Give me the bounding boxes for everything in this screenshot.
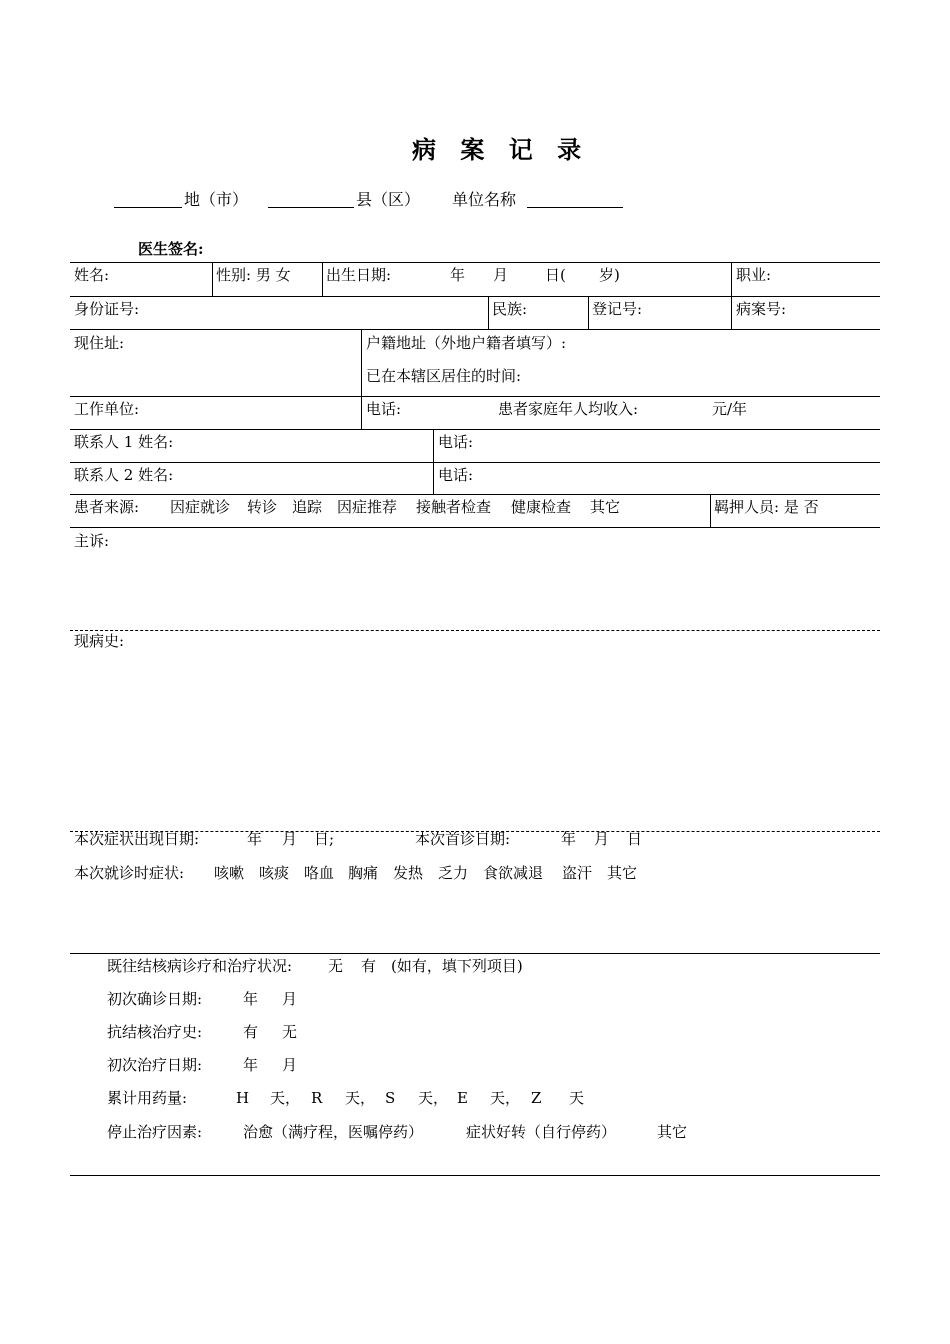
detained-label: 羁押人员: 是 否: [714, 498, 819, 516]
registration-no-label: 登记号:: [592, 300, 643, 318]
dosage-unit: 天，: [490, 1089, 521, 1107]
table-line: [322, 262, 323, 296]
source-option[interactable]: 因症就诊: [170, 498, 231, 516]
dosage-unit: 天，: [418, 1089, 449, 1107]
ethnicity-label: 民族:: [492, 300, 528, 318]
source-option[interactable]: 健康检查: [511, 498, 572, 516]
occupation-label: 职业:: [736, 266, 772, 284]
first-treatment-year: 年: [243, 1056, 259, 1074]
symptom-onset-month: 月: [282, 830, 298, 848]
birth-date-label: 出生日期:: [326, 266, 392, 284]
birth-month-label: 月: [493, 266, 509, 284]
source-option[interactable]: 因症推荐: [337, 498, 398, 516]
first-diagnosis-label: 初次确诊日期:: [107, 990, 203, 1008]
source-option[interactable]: 转诊: [247, 498, 278, 516]
stop-treatment-label: 停止治疗因素:: [107, 1123, 203, 1141]
tb-history-none[interactable]: 无: [328, 957, 344, 975]
dosage-drug: H: [236, 1089, 250, 1107]
table-line: [433, 429, 434, 494]
symptom-onset-year: 年: [247, 830, 263, 848]
symptom-option[interactable]: 咯血: [304, 864, 335, 882]
symptom-option[interactable]: 其它: [607, 864, 638, 882]
contact2-name-label: 联系人 2 姓名:: [74, 466, 174, 484]
first-diagnosis-month: 月: [282, 990, 298, 1008]
dosage-drug: E: [457, 1089, 468, 1107]
table-line: [70, 296, 880, 297]
unit-name-blank[interactable]: [527, 207, 623, 208]
table-line: [70, 429, 880, 430]
symptoms-label: 本次就诊时症状:: [74, 864, 185, 882]
residence-time-label: 已在本辖区居住的时间:: [366, 367, 522, 385]
table-line: [70, 527, 880, 528]
symptom-option[interactable]: 胸痛: [348, 864, 379, 882]
treatment-history-no[interactable]: 无: [282, 1023, 298, 1041]
contact1-phone-label: 电话:: [438, 433, 474, 451]
county-label: 县（区）: [356, 190, 421, 209]
dosage-drug: S: [385, 1089, 396, 1107]
dosage-unit: 天，: [270, 1089, 301, 1107]
dosage-drug: Z: [531, 1089, 542, 1107]
table-line: [488, 296, 489, 329]
table-line: [70, 494, 880, 495]
tb-history-label: 既往结核病诊疗和治疗状况:: [107, 957, 293, 975]
gender-label: 性别: 男 女: [216, 266, 291, 284]
income-unit-label: 元/年: [712, 400, 748, 418]
unit-name-label: 单位名称: [452, 190, 517, 209]
chief-complaint-label: 主诉:: [74, 532, 110, 550]
source-option[interactable]: 追踪: [292, 498, 323, 516]
tb-history-yes[interactable]: 有: [361, 957, 377, 975]
dosage-drug: R: [311, 1089, 323, 1107]
section-divider: [70, 1175, 880, 1176]
source-option[interactable]: 接触者检查: [416, 498, 492, 516]
treatment-history-label: 抗结核治疗史:: [107, 1023, 203, 1041]
first-treatment-label: 初次治疗日期:: [107, 1056, 203, 1074]
contact2-phone-label: 电话:: [438, 466, 474, 484]
dashed-divider: [70, 630, 880, 631]
symptom-option[interactable]: 咳痰: [259, 864, 290, 882]
symptom-onset-label: 本次症状出现日期:: [74, 830, 200, 848]
contact1-name-label: 联系人 1 姓名:: [74, 433, 174, 451]
stop-reason-option[interactable]: 其它: [657, 1123, 688, 1141]
work-unit-label: 工作单位:: [74, 400, 140, 418]
county-blank[interactable]: [268, 207, 354, 208]
symptom-option[interactable]: 食欲减退: [483, 864, 544, 882]
first-visit-day: 日: [627, 830, 643, 848]
first-visit-label: 本次首诊日期:: [415, 830, 511, 848]
birth-day-label: 日(: [545, 266, 566, 284]
dosage-unit: 天，: [345, 1089, 376, 1107]
income-label: 患者家庭年人均收入:: [498, 400, 639, 418]
stop-reason-option[interactable]: 症状好转（自行停药）: [466, 1123, 617, 1141]
present-illness-label: 现病史:: [74, 632, 125, 650]
table-line: [731, 262, 732, 296]
birth-age-label: 岁): [599, 266, 620, 284]
birth-year-label: 年: [450, 266, 466, 284]
table-line: [70, 329, 880, 330]
first-visit-year: 年: [561, 830, 577, 848]
dosage-label: 累计用药量:: [107, 1089, 188, 1107]
household-address-label: 户籍地址（外地户籍者填写）:: [366, 334, 567, 352]
doctor-signature-label: 医生签名:: [138, 240, 204, 258]
table-line: [361, 329, 362, 429]
first-visit-month: 月: [594, 830, 610, 848]
phone-label: 电话:: [366, 400, 402, 418]
source-label: 患者来源:: [74, 498, 140, 516]
page-title: 病 案 记 录: [412, 135, 590, 164]
table-line: [588, 296, 589, 329]
symptom-option[interactable]: 咳嗽: [214, 864, 245, 882]
case-no-label: 病案号:: [736, 300, 787, 318]
name-label: 姓名:: [74, 266, 110, 284]
symptom-option[interactable]: 盗汗: [562, 864, 593, 882]
source-option[interactable]: 其它: [590, 498, 621, 516]
symptom-option[interactable]: 发热: [393, 864, 424, 882]
table-line: [70, 462, 880, 463]
symptom-option[interactable]: 乏力: [438, 864, 469, 882]
first-diagnosis-year: 年: [243, 990, 259, 1008]
section-divider: [70, 953, 880, 954]
first-treatment-month: 月: [282, 1056, 298, 1074]
table-line: [70, 396, 880, 397]
tb-history-note: (如有，填下列项目): [391, 957, 523, 975]
table-line: [70, 262, 880, 263]
current-address-label: 现住址:: [74, 334, 125, 352]
dosage-unit: 天: [569, 1089, 585, 1107]
treatment-history-yes[interactable]: 有: [243, 1023, 259, 1041]
symptom-onset-day: 日;: [314, 830, 335, 848]
table-line: [212, 262, 213, 296]
id-number-label: 身份证号:: [74, 300, 140, 318]
city-label: 地（市）: [184, 190, 249, 209]
table-line: [710, 494, 711, 527]
table-line: [731, 296, 732, 329]
stop-reason-option[interactable]: 治愈（满疗程，医嘱停药）: [243, 1123, 424, 1141]
city-blank[interactable]: [114, 207, 182, 208]
